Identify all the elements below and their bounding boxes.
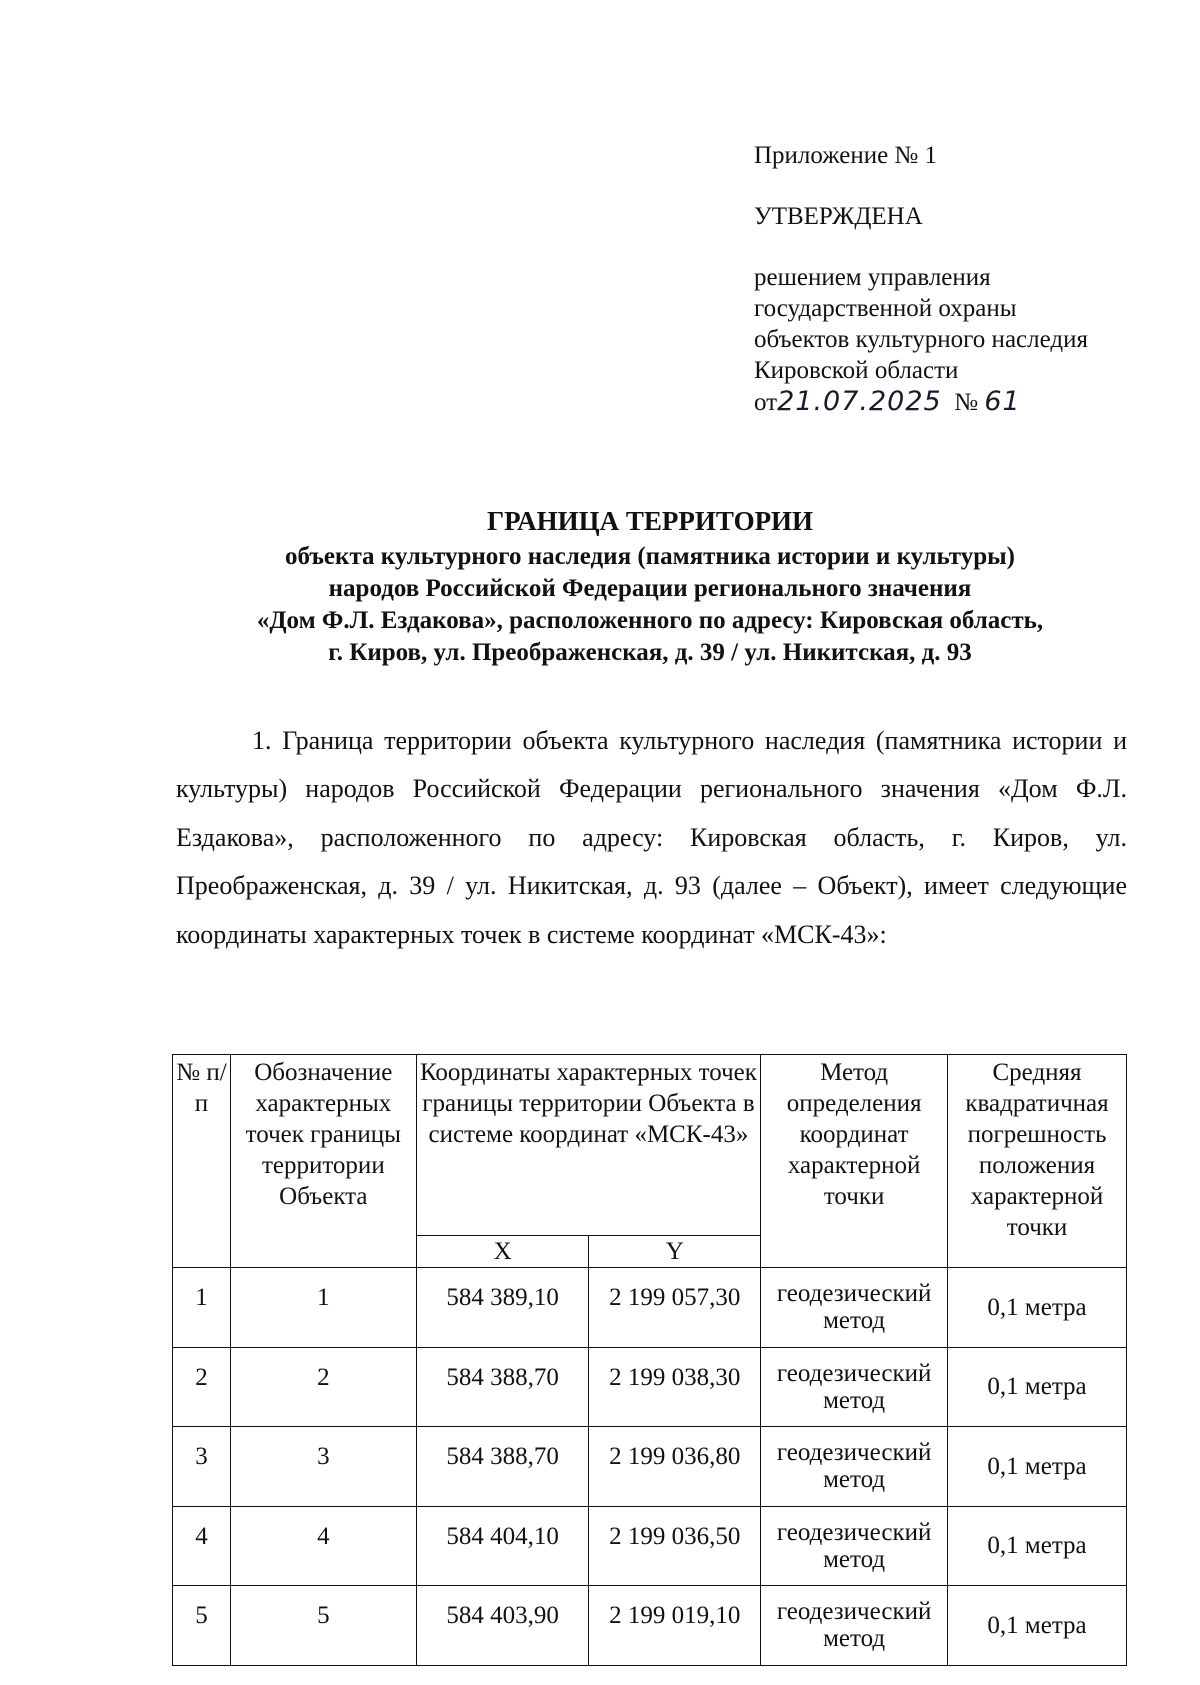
table-row xyxy=(173,1268,1127,1348)
cell-error: 0,1 метра xyxy=(948,1586,1127,1666)
table-row xyxy=(173,1586,1127,1666)
header-num: № п/п xyxy=(173,1055,231,1268)
title-line: объекта культурного наследия (памятника истории и культуры) xyxy=(284,543,1015,570)
header-error: Средняя квадратичная погрешность положения характерной точки xyxy=(948,1055,1127,1268)
cell-point: 3 xyxy=(230,1427,416,1507)
document-title xyxy=(160,505,1140,669)
header-coordinates: Координаты характерных точек границы территории Объекта в системе координат «МСК-43» xyxy=(416,1055,760,1236)
cell-point: 1 xyxy=(230,1268,416,1348)
handwritten-date: 21.07.2025 xyxy=(777,386,942,417)
appendix-label: Приложение № 1 xyxy=(754,142,938,169)
handwritten-number: 61 xyxy=(984,386,1021,417)
decision-date-line xyxy=(754,386,1174,418)
number-prefix: № xyxy=(954,389,979,416)
table-header-row xyxy=(173,1055,1127,1236)
cell-y: 2 199 019,10 xyxy=(589,1586,761,1666)
cell-method xyxy=(761,1268,948,1348)
table-row xyxy=(173,1427,1127,1507)
cell-method xyxy=(761,1506,948,1586)
method-text: геодезический метод xyxy=(776,1280,932,1335)
cell-x: 584 388,70 xyxy=(416,1347,589,1427)
decision-line: Кировской области xyxy=(754,357,959,384)
header-y: Y xyxy=(589,1236,761,1268)
cell-point: 4 xyxy=(230,1506,416,1586)
title-line: «Дом Ф.Л. Ездакова», расположенного по адресу: Кировская область, xyxy=(256,607,1044,634)
cell-num: 5 xyxy=(173,1586,231,1666)
header-method: Метод определения координат характерной точки xyxy=(761,1055,948,1268)
cell-x: 584 389,10 xyxy=(416,1268,589,1348)
title-line: г. Киров, ул. Преображенская, д. 39 / ул. Никитская, д. 93 xyxy=(328,639,972,666)
cell-error: 0,1 метра xyxy=(948,1506,1127,1586)
table-row xyxy=(173,1506,1127,1586)
cell-method xyxy=(761,1347,948,1427)
decision-line: решением управления xyxy=(754,264,991,291)
cell-num: 4 xyxy=(173,1506,231,1586)
cell-y: 2 199 038,30 xyxy=(589,1347,761,1427)
method-text: геодезический метод xyxy=(776,1598,932,1653)
cell-method xyxy=(761,1427,948,1507)
approval-block xyxy=(754,140,1174,418)
cell-error: 0,1 метра xyxy=(948,1268,1127,1348)
coordinates-table xyxy=(172,1054,1127,1666)
date-prefix: от xyxy=(754,389,778,416)
cell-y: 2 199 036,80 xyxy=(589,1427,761,1507)
cell-y: 2 199 057,30 xyxy=(589,1268,761,1348)
approved-label: УТВЕРЖДЕНА xyxy=(754,203,923,230)
method-text: геодезический метод xyxy=(776,1359,932,1414)
cell-num: 1 xyxy=(173,1268,231,1348)
cell-x: 584 388,70 xyxy=(416,1427,589,1507)
cell-point: 5 xyxy=(230,1586,416,1666)
decision-line: государственной охраны xyxy=(754,295,1017,322)
method-text: геодезический метод xyxy=(776,1439,932,1494)
title-main: ГРАНИЦА ТЕРРИТОРИИ xyxy=(486,506,814,536)
cell-num: 3 xyxy=(173,1427,231,1507)
cell-point: 2 xyxy=(230,1347,416,1427)
cell-x: 584 403,90 xyxy=(416,1586,589,1666)
table-row xyxy=(173,1347,1127,1427)
title-line: народов Российской Федерации регионального значения xyxy=(328,575,972,602)
cell-y: 2 199 036,50 xyxy=(589,1506,761,1586)
header-designation: Обозначение характерных точек границы территории Объекта xyxy=(230,1055,416,1268)
body-paragraph-1: 1. Граница территории объекта культурного наследия (памятника истории и культуры) народов Российской Федерации регионального значения «Дом Ф.Л. Ездакова», расположенного по адресу: Кировская область, г. Киров, ул. Преображенская, д. 39 / ул. Никитская, д. 93 (далее – Объект), имеет следующие координаты характерных точек в системе координат «МСК-43»: xyxy=(176,726,1127,949)
cell-error: 0,1 метра xyxy=(948,1347,1127,1427)
header-x: X xyxy=(416,1236,589,1268)
cell-error: 0,1 метра xyxy=(948,1427,1127,1507)
cell-num: 2 xyxy=(173,1347,231,1427)
cell-method xyxy=(761,1586,948,1666)
method-text: геодезический метод xyxy=(776,1518,932,1573)
decision-line: объектов культурного наследия xyxy=(754,326,1088,353)
cell-x: 584 404,10 xyxy=(416,1506,589,1586)
